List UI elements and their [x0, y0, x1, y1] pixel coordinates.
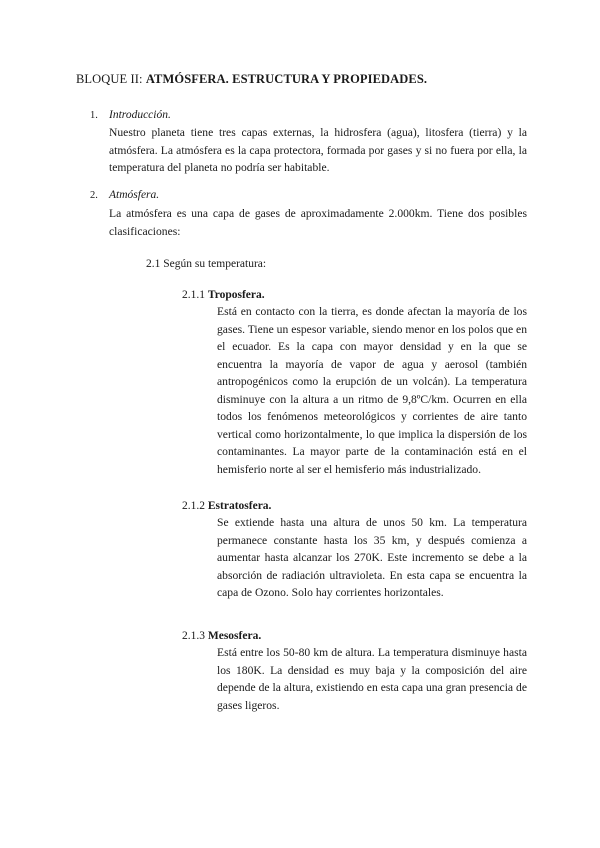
layer-name: Mesosfera.	[207, 630, 262, 642]
layer-heading	[182, 630, 261, 642]
subsection-heading: 2.1 Según su temperatura:	[146, 258, 267, 270]
layer-number: 2.1.1	[182, 289, 205, 301]
title-prefix: BLOQUE II:	[76, 72, 146, 86]
layer-heading	[182, 289, 265, 301]
section-number: 1.	[90, 110, 98, 121]
layer-heading	[182, 500, 271, 512]
document-title	[76, 72, 427, 87]
layer-body: Se extiende hasta una altura de unos 50 km. La temperatura permanece constante hasta los 35 km, y después comienza a aumentar hasta alcanzar los 270K. Este incremento se debe a la absorción de radiación ultravioleta. En esta capa se encuentra la capa de Ozono. Solo hay corrientes horizontales.	[217, 516, 527, 599]
section-title: Introducción.	[109, 109, 171, 121]
section-body: Nuestro planeta tiene tres capas externas, la hidrosfera (agua), litosfera (tierra) y la atmósfera. La atmósfera es la capa protectora, formada por gases y si no fuera por ella, la temperatura del planeta no podría ser habitable.	[109, 126, 527, 174]
section-body: La atmósfera es una capa de gases de aproximadamente 2.000km. Tiene dos posibles clasificaciones:	[109, 207, 527, 238]
layer-name: Troposfera.	[207, 289, 265, 301]
layer-number: 2.1.2	[182, 500, 205, 512]
section-number: 2.	[90, 190, 98, 201]
layer-number: 2.1.3	[182, 630, 205, 642]
layer-body: Está en contacto con la tierra, es donde afectan la mayoría de los gases. Tiene un espesor variable, siendo menor en los polos que en el ecuador. Es la capa con mayor densidad y en la que se encuentra la mayoría de vapor de agua y aerosol (también antropogénicos como la erupción de un volcán). La temperatura disminuye con la altura a un ritmo de 9,8ºC/km. Ocurren en ella todos los fenómenos meteorológicos y corrientes de aire tanto vertical como horizontalmente, lo que implica la dispersión de los contaminantes. La mayor parte de la contaminación está en el hemisferio norte al ser el hemisferio más industrializado.	[217, 305, 527, 476]
title-main: ATMÓSFERA. ESTRUCTURA Y PROPIEDADES.	[145, 72, 428, 86]
section-title: Atmósfera.	[109, 189, 160, 201]
layer-name: Estratosfera.	[207, 500, 272, 512]
layer-body: Está entre los 50-80 km de altura. La temperatura disminuye hasta los 180K. La densidad es muy baja y la composición del aire depende de la altura, existiendo en esta capa una gran presencia de gases ligeros.	[217, 646, 527, 712]
